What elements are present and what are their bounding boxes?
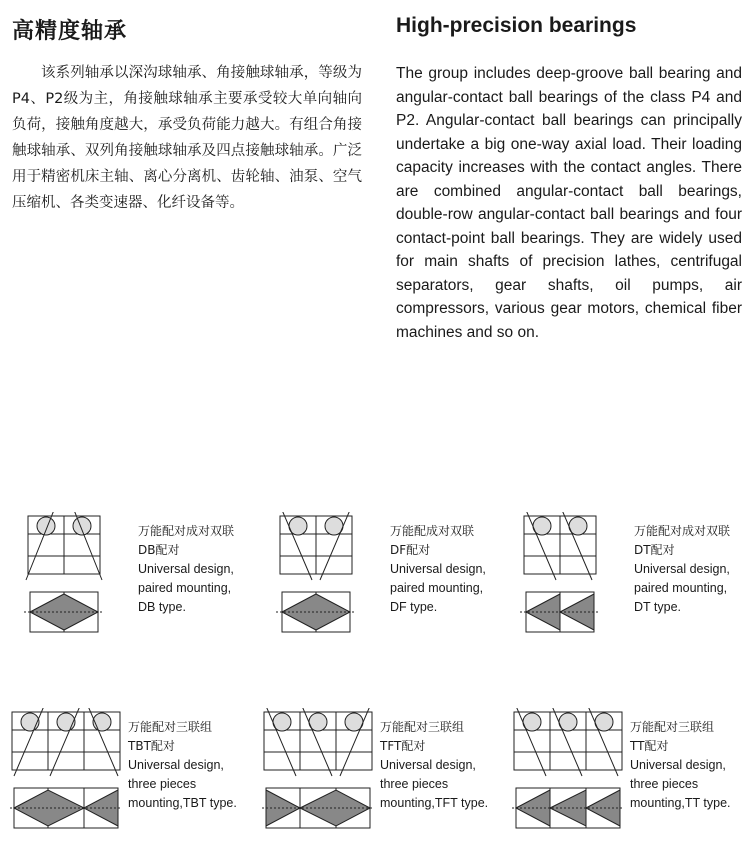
config-en-line3: DF type. — [390, 600, 438, 614]
bearing-diagram-tbt — [10, 708, 128, 833]
config-en-line3: mounting,TFT type. — [380, 796, 489, 810]
chinese-title: 高精度轴承 — [12, 19, 128, 44]
config-en-line1: Universal design, — [380, 758, 476, 772]
config-cn-type: DT配对 — [634, 543, 675, 557]
config-caption-df — [390, 522, 522, 617]
config-card-tft — [262, 708, 512, 838]
bearing-diagram-tt — [512, 708, 630, 833]
config-caption-tbt — [128, 718, 260, 813]
config-cn-type: TFT配对 — [380, 739, 426, 753]
config-card-dt — [516, 512, 750, 642]
config-card-tt — [512, 708, 750, 838]
english-description: The group includes deep-groove ball bearing and angular-contact ball bearings of the class P4 and P2. Angular-contact ball bearings can principally undertake a big one-way axial load. Their loading capacity increases with the contact angles. There are combined angular-contact ball bearings, double-row angular-contact ball bearings and four contact-point ball bearings. They are widely used for main shafts of precision lathes, centrifugal separators, gear shafts, oil pumps, air compressors, various gear motors, chemical fiber machines and so on. — [396, 65, 742, 341]
bearing-diagram-tft — [262, 708, 380, 833]
config-cn-name: 万能配成对双联 — [390, 524, 475, 538]
bearing-diagram-db — [20, 512, 136, 637]
config-en-line1: Universal design, — [128, 758, 224, 772]
config-cn-type: TBT配对 — [128, 739, 175, 753]
bearing-diagram-dt — [516, 512, 632, 637]
config-en-line2: paired mounting, — [390, 581, 484, 595]
config-en-line3: mounting,TBT type. — [128, 796, 237, 810]
config-cn-name: 万能配对三联组 — [128, 720, 213, 734]
config-cn-type: DB配对 — [138, 543, 180, 557]
config-en-line3: mounting,TT type. — [630, 796, 731, 810]
config-card-tbt — [10, 708, 260, 838]
config-en-line2: paired mounting, — [634, 581, 728, 595]
config-caption-tt — [630, 718, 750, 813]
chinese-description: 该系列轴承以深沟球轴承、角接触球轴承，等级为P4、P2级为主，角接触球轴承主要承受较大单向轴向负荷，接触角度越大，承受负荷能力越大。有组合角接触球轴承、双列角接触球轴承及四点接触球轴承。广泛用于精密机床主轴、离心分离机、齿轮轴、油泵、空气压缩机、各类变速器、化纤设备等。 — [12, 65, 362, 211]
config-en-line2: paired mounting, — [138, 581, 232, 595]
config-en-line2: three pieces — [128, 777, 197, 791]
config-en-line1: Universal design, — [390, 562, 486, 576]
config-cn-type: TT配对 — [630, 739, 669, 753]
config-en-line1: Universal design, — [634, 562, 730, 576]
bearing-diagram-df — [272, 512, 388, 637]
config-en-line2: three pieces — [630, 777, 699, 791]
config-caption-dt — [634, 522, 750, 617]
config-caption-tft — [380, 718, 512, 813]
config-en-line1: Universal design, — [630, 758, 726, 772]
config-cn-name: 万能配对成对双联 — [634, 524, 731, 538]
config-cn-name: 万能配对三联组 — [630, 720, 715, 734]
config-card-df — [272, 512, 522, 642]
config-cn-name: 万能配对三联组 — [380, 720, 465, 734]
config-card-db — [20, 512, 270, 642]
config-cn-type: DF配对 — [390, 543, 431, 557]
config-cn-name: 万能配对成对双联 — [138, 524, 235, 538]
config-en-line3: DT type. — [634, 600, 682, 614]
english-title: High-precision bearings — [396, 14, 637, 37]
config-en-line3: DB type. — [138, 600, 186, 614]
config-caption-db — [138, 522, 270, 617]
config-en-line2: three pieces — [380, 777, 449, 791]
config-en-line1: Universal design, — [138, 562, 234, 576]
